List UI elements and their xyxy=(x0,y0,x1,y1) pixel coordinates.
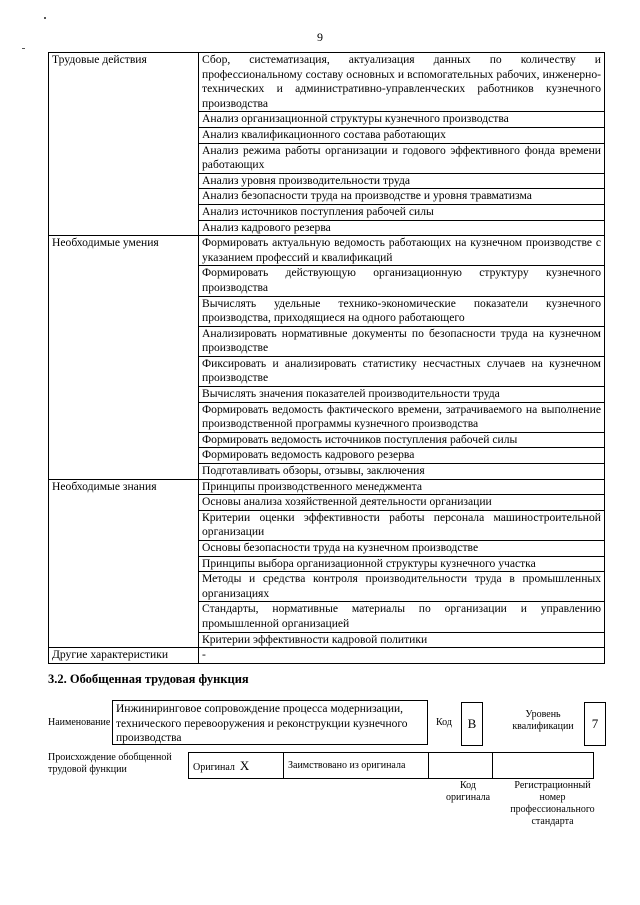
row-item: Критерии эффективности кадровой политики xyxy=(199,632,605,648)
row-item: Подготавливать обзоры, отзывы, заключения xyxy=(199,464,605,480)
scan-speck xyxy=(44,17,46,19)
row-item: Основы безопасности труда на кузнечном производстве xyxy=(199,541,605,557)
row-item: Основы анализа хозяйственной деятельности организации xyxy=(199,495,605,511)
row-item: Анализ уровня производительности труда xyxy=(199,173,605,189)
labor-function-table xyxy=(48,52,605,664)
row-item: Анализировать нормативные документы по безопасности труда на кузнечном производстве xyxy=(199,326,605,356)
original-label: Оригинал xyxy=(193,761,235,773)
row-item: Анализ безопасности труда на производстве и уровня травматизма xyxy=(199,189,605,205)
row-item: Принципы производственного менеджмента xyxy=(199,479,605,495)
row-item: Критерии оценки эффективности работы персонала машиностроительной организации xyxy=(199,510,605,540)
row-label: Трудовые действия xyxy=(49,53,199,236)
function-name-box: Инжиниринговое сопровождение процесса модернизации, технического перевооружения и реконструкции кузнечного производства xyxy=(112,700,428,745)
row-item: Анализ организационной структуры кузнечного производства xyxy=(199,112,605,128)
table-row xyxy=(49,236,605,266)
original-mark: X xyxy=(239,757,250,773)
original-cell xyxy=(189,753,284,779)
borrowed-cell: Заимствовано из оригинала xyxy=(284,753,429,779)
row-item: Анализ квалификационного состава работающих xyxy=(199,127,605,143)
row-item: Вычислять удельные технико-экономические показатели кузнечного производства, приходящиеся на одного работающего xyxy=(199,296,605,326)
row-item: Сбор, систематизация, актуализация данных по количеству и профессиональному составу основных и вспомогательных рабочих, инженерно-технических и административно-управленческих работников кузнечного производства xyxy=(199,53,605,112)
level-label: Уровень квалификации xyxy=(512,709,574,732)
row-item: Анализ кадрового резерва xyxy=(199,220,605,236)
origin-table xyxy=(188,752,594,779)
row-item: Формировать ведомость источников поступления рабочей силы xyxy=(199,432,605,448)
row-item: Анализ источников поступления рабочей силы xyxy=(199,204,605,220)
row-label: Необходимые умения xyxy=(49,236,199,480)
reg-number-cell xyxy=(493,753,594,779)
table-row xyxy=(49,648,605,664)
row-label: Другие характеристики xyxy=(49,648,199,664)
row-label: Необходимые знания xyxy=(49,479,199,648)
table-row xyxy=(49,53,605,112)
row-item: Формировать актуальную ведомость работающих на кузнечном производстве с указанием профессий и квалификаций xyxy=(199,236,605,266)
code-label: Код xyxy=(436,717,452,728)
row-item: Формировать ведомость фактического времени, затрачиваемого на выполнение производственной программы кузнечного производства xyxy=(199,402,605,432)
origin-label: Происхождение обобщенной трудовой функции xyxy=(48,752,172,775)
section-title: 3.2. Обобщенная трудовая функция xyxy=(48,672,249,686)
row-item: Фиксировать и анализировать статистику несчастных случаев на кузнечном производстве xyxy=(199,356,605,386)
level-value-box: 7 xyxy=(584,702,606,746)
code-value-box: B xyxy=(461,702,483,746)
row-item: Методы и средства контроля производительности труда в промышленных организациях xyxy=(199,572,605,602)
table-row xyxy=(49,479,605,495)
name-label: Наименование xyxy=(48,717,111,728)
row-item: - xyxy=(199,648,605,664)
code-original-label: Код оригинала xyxy=(445,780,491,803)
row-item: Формировать действующую организационную структуру кузнечного производства xyxy=(199,266,605,296)
reg-number-label: Регистрационный номер профессионального стандарта xyxy=(510,780,595,827)
page-number: 9 xyxy=(317,30,323,44)
row-item: Анализ режима работы организации и годового эффективного фонда времени работающих xyxy=(199,143,605,173)
row-item: Стандарты, нормативные материалы по организации и управлению промышленной организацией xyxy=(199,602,605,632)
row-item: Вычислять значения показателей производительности труда xyxy=(199,387,605,403)
row-item: Принципы выбора организационной структуры кузнечного участка xyxy=(199,556,605,572)
scan-speck xyxy=(22,48,25,49)
code-original-cell xyxy=(429,753,493,779)
row-item: Формировать ведомость кадрового резерва xyxy=(199,448,605,464)
